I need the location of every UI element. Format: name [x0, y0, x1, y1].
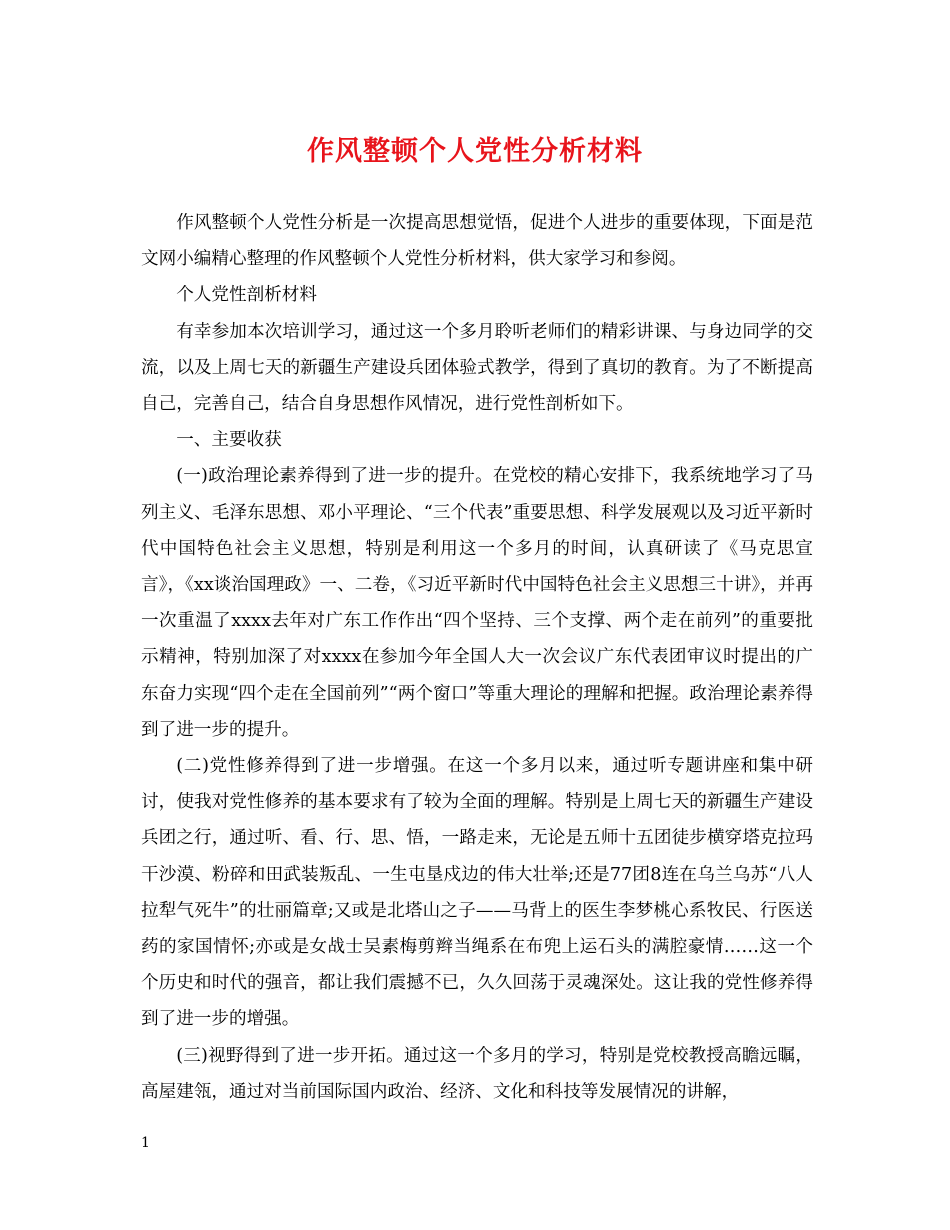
- intro-paragraph: 作风整顿个人党性分析是一次提高思想觉悟，促进个人进步的重要体现，下面是范文网小编精心整理的作风整顿个人党性分析材料，供大家学习和参阅。: [141, 213, 813, 270]
- body-paragraph: (二)党性修养得到了进一步增强。在这一个多月以来，通过听专题讲座和集中研讨，使我对党性修养的基本要求有了较为全面的理解。特别是上周七天的新疆生产建设兵团之行，通过听、看、行、思、悟，一路走来，无论是五师十五团徒步横穿塔克拉玛干沙漠、粉碎和田武装叛乱、一生屯垦戍边的伟大壮举;还是77团8连在乌兰乌苏“八人拉犁气死牛”的壮丽篇章;又或是北塔山之子——马背上的医生李梦桃心系牧民、行医送药的家国情怀;亦或是女战士吴素梅剪辫当绳系在布兜上运石头的满腔豪情……这一个个历史和时代的强音，都让我们震撼不已，久久回荡于灵魂深处。这让我的党性修养得到了进一步的增强。: [141, 756, 813, 1030]
- page-number: 1: [141, 1135, 150, 1151]
- body-paragraph: (三)视野得到了进一步开拓。通过这一个多月的学习，特别是党校教授高瞻远瞩，高屋建瓴，通过对当前国际国内政治、经济、文化和科技等发展情况的讲解，: [141, 1045, 813, 1102]
- document-body: [141, 205, 813, 1110]
- body-paragraph: (一)政治理论素养得到了进一步的提升。在党校的精心安排下，我系统地学习了马列主义、毛泽东思想、邓小平理论、“三个代表”重要思想、科学发展观以及习近平新时代中国特色社会主义思想，特别是利用这一个多月的时间，认真研读了《马克思宣言》，《xx谈治国理政》一、二卷，《习近平新时代中国特色社会主义思想三十讲》，并再一次重温了xxxx去年对广东工作作出“四个坚持、三个支撑、两个走在前列”的重要批示精神，特别加深了对xxxx在参加今年全国人大一次会议广东代表团审议时提出的广东奋力实现“四个走在全国前列”“两个窗口”等重大理论的理解和把握。政治理论素养得到了进一步的提升。: [141, 466, 813, 740]
- body-paragraph: 有幸参加本次培训学习，通过这一个多月聆听老师们的精彩讲课、与身边同学的交流，以及上周七天的新疆生产建设兵团体验式教学，得到了真切的教育。为了不断提高自己，完善自己，结合自身思想作风情况，进行党性剖析如下。: [141, 321, 813, 415]
- document-title: 作风整顿个人党性分析材料: [307, 136, 643, 167]
- section-heading: 个人党性剖析材料: [176, 285, 317, 306]
- section-heading: 一、主要收获: [176, 430, 282, 451]
